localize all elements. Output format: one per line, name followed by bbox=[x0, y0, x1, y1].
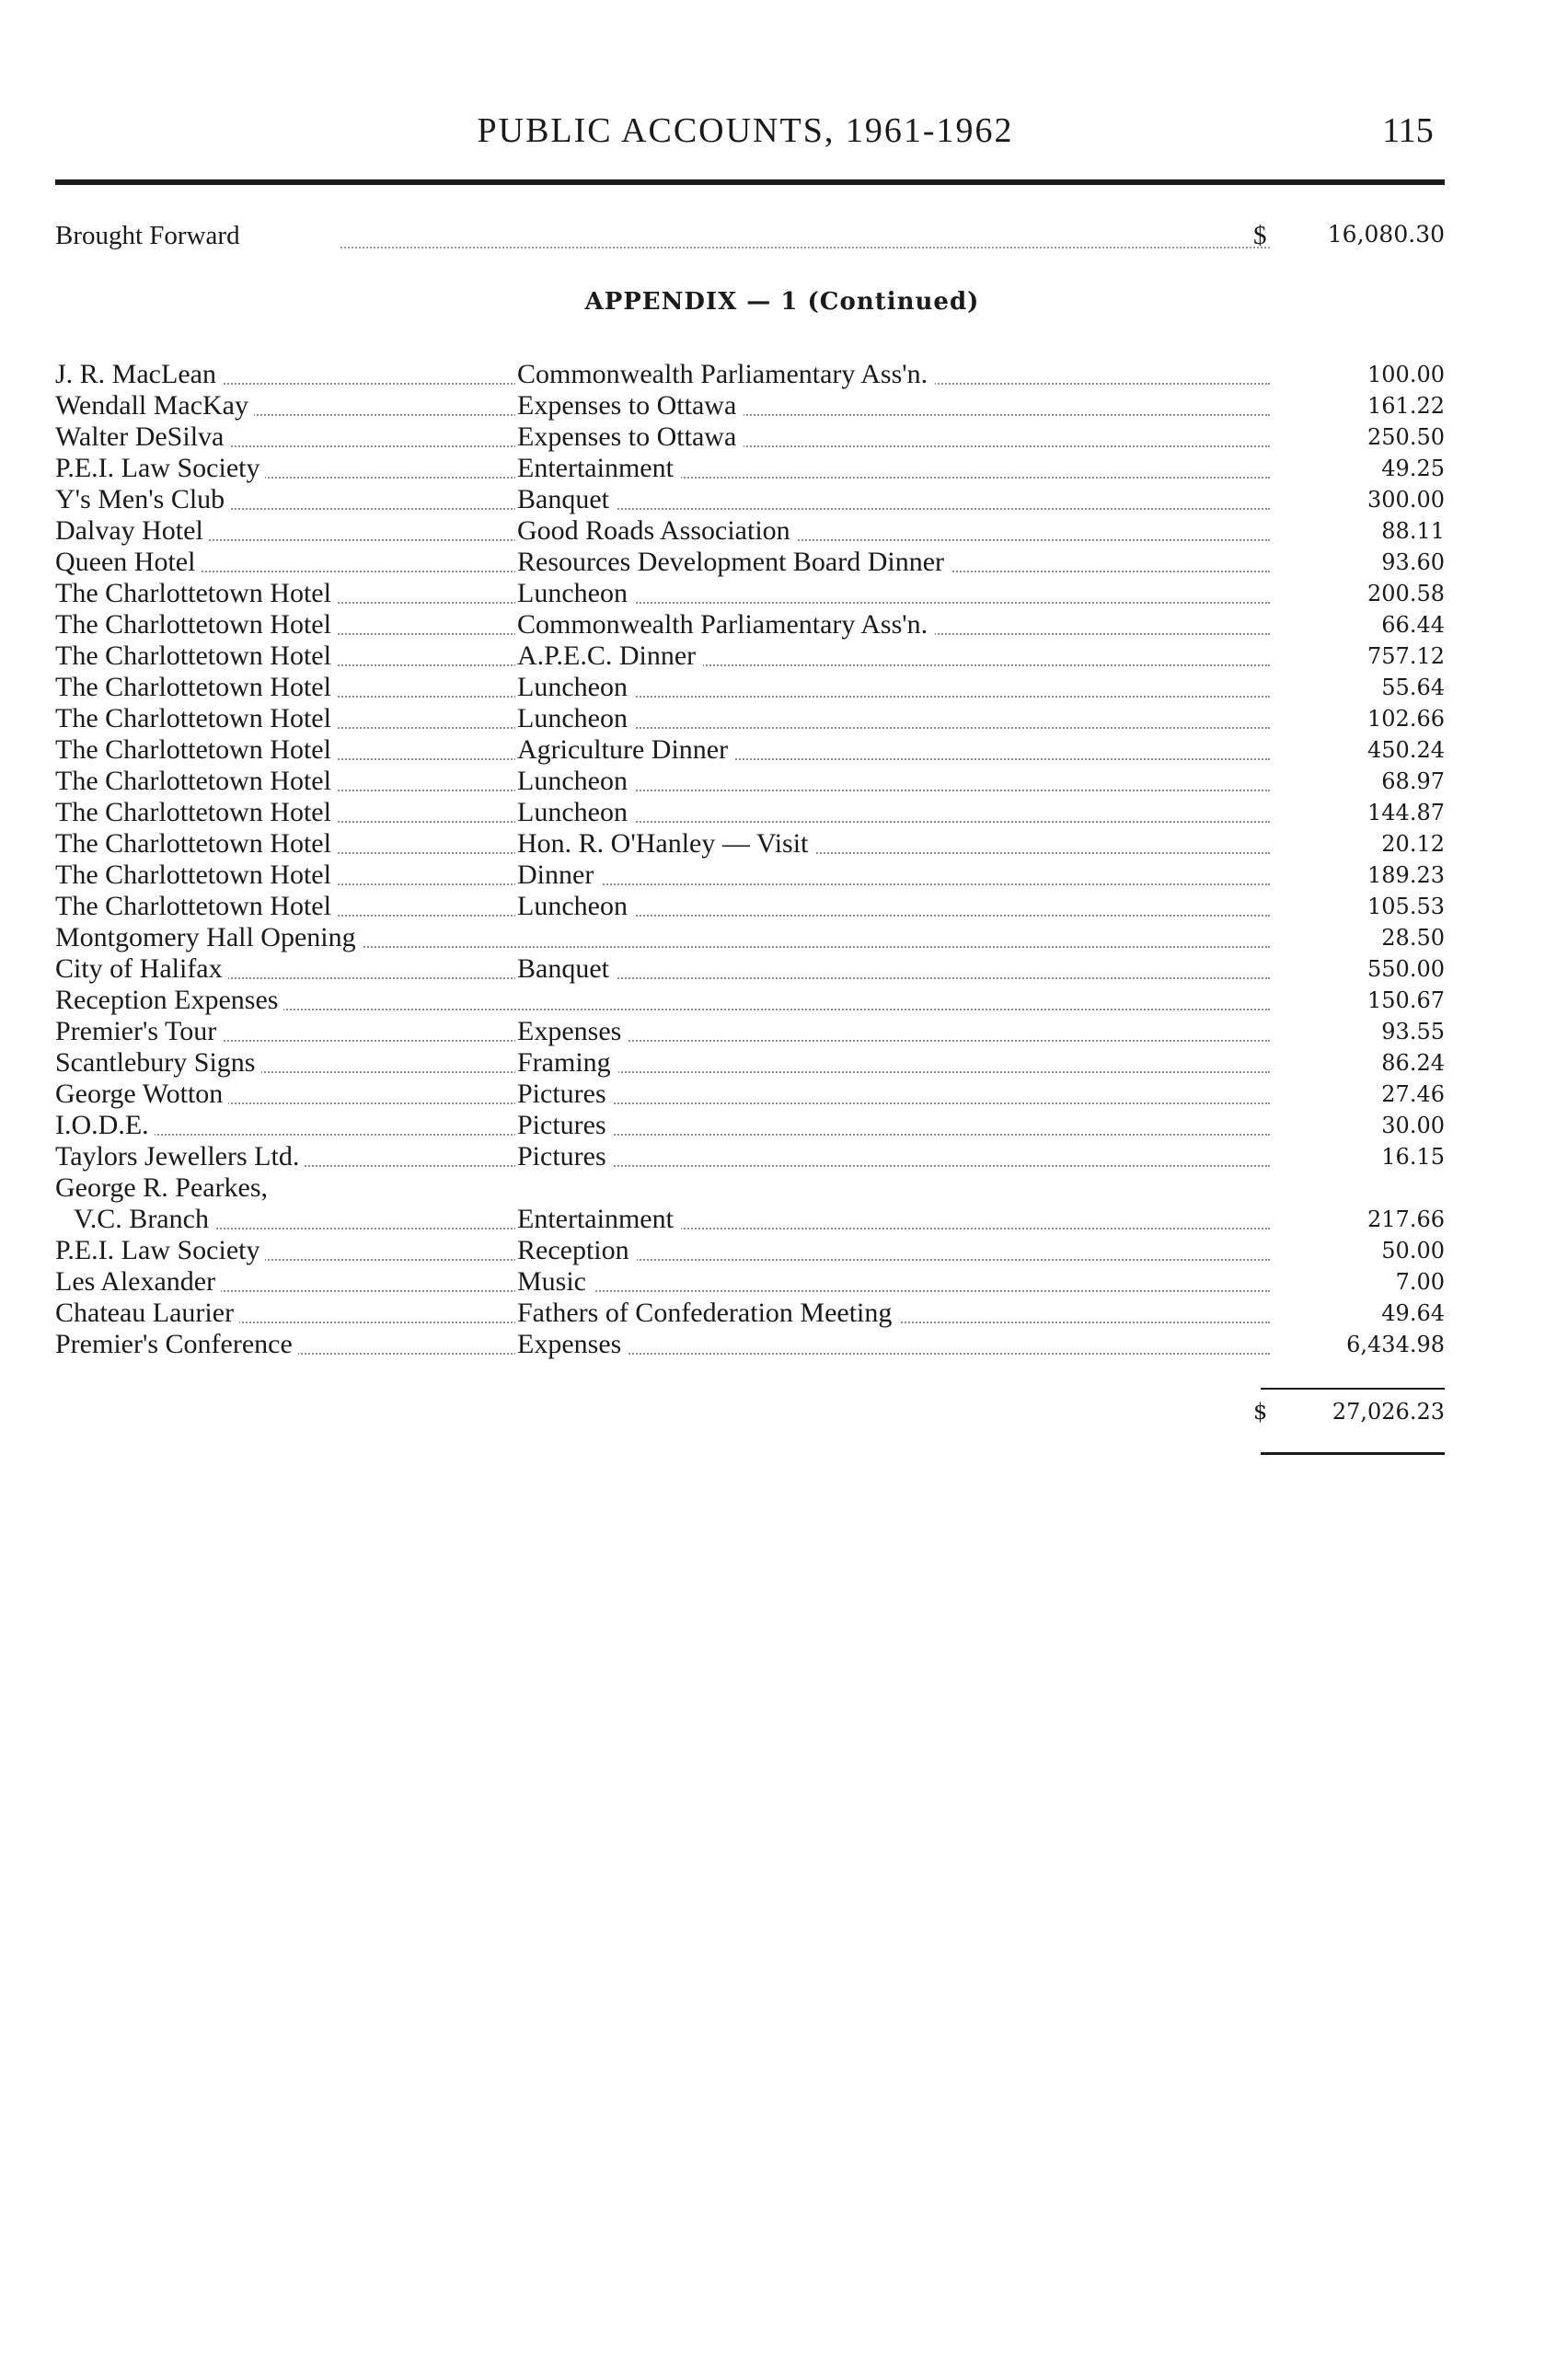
table-row bbox=[55, 1235, 1445, 1266]
entry-name: Reception Expenses bbox=[55, 985, 283, 1016]
entry-amount: 250.50 bbox=[1367, 424, 1445, 450]
table-row bbox=[55, 734, 1445, 766]
table-row bbox=[55, 390, 1445, 421]
table-row bbox=[55, 641, 1445, 672]
entry-amount: 49.25 bbox=[1381, 456, 1445, 481]
entry-description: Banquet bbox=[515, 484, 617, 515]
table-row bbox=[55, 484, 1445, 515]
entry-amount: 28.50 bbox=[1381, 925, 1445, 951]
entry-amount: 50.00 bbox=[1381, 1238, 1445, 1264]
entry-name: The Charlottetown Hotel bbox=[55, 828, 337, 860]
table-row bbox=[55, 1266, 1445, 1298]
entry-name: Wendall MacKay bbox=[55, 390, 254, 421]
table-row bbox=[55, 609, 1445, 641]
entry-name: The Charlottetown Hotel bbox=[55, 703, 337, 734]
table-row bbox=[55, 515, 1445, 547]
entry-name: V.C. Branch bbox=[74, 1204, 214, 1235]
entry-description: Dinner bbox=[515, 860, 601, 891]
entry-description: Resources Development Board Dinner bbox=[515, 547, 951, 578]
table-row bbox=[55, 953, 1445, 985]
entry-name: The Charlottetown Hotel bbox=[55, 672, 337, 703]
entry-amount: 6,434.98 bbox=[1346, 1332, 1445, 1357]
entry-amount: 200.58 bbox=[1367, 581, 1445, 606]
entry-amount: 144.87 bbox=[1367, 800, 1445, 825]
entry-description: Luncheon bbox=[515, 797, 635, 828]
table-row bbox=[55, 421, 1445, 453]
entry-description: Banquet bbox=[515, 953, 617, 985]
currency-symbol: $ bbox=[1253, 1399, 1268, 1425]
table-row bbox=[55, 922, 1445, 953]
table-row bbox=[55, 1141, 1445, 1172]
table-row bbox=[55, 985, 1445, 1016]
entry-amount: 189.23 bbox=[1367, 862, 1445, 888]
table-row bbox=[55, 1016, 1445, 1047]
entry-name: City of Halifax bbox=[55, 953, 228, 985]
entry-name: P.E.I. Law Society bbox=[55, 453, 265, 484]
entry-amount: 30.00 bbox=[1381, 1113, 1445, 1138]
entry-amount: 27.46 bbox=[1381, 1081, 1445, 1107]
entry-amount: 450.24 bbox=[1367, 737, 1445, 763]
table-row bbox=[55, 1329, 1445, 1360]
table-row bbox=[55, 1204, 1445, 1235]
table-row bbox=[55, 547, 1445, 578]
entry-amount: 68.97 bbox=[1381, 768, 1445, 794]
table-row bbox=[55, 1047, 1445, 1079]
entry-description: Entertainment bbox=[515, 453, 681, 484]
entry-description: Luncheon bbox=[515, 766, 635, 797]
entry-description: Commonwealth Parliamentary Ass'n. bbox=[515, 359, 935, 390]
entry-description: Hon. R. O'Hanley — Visit bbox=[515, 828, 815, 860]
entry-name: Les Alexander bbox=[55, 1266, 221, 1298]
entry-name: The Charlottetown Hotel bbox=[55, 766, 337, 797]
entry-description: Expenses to Ottawa bbox=[515, 421, 744, 453]
entry-name: The Charlottetown Hotel bbox=[55, 860, 337, 891]
entry-amount: 550.00 bbox=[1367, 956, 1445, 982]
entry-name: P.E.I. Law Society bbox=[55, 1235, 265, 1266]
entry-description: Luncheon bbox=[515, 578, 635, 609]
entry-name: Premier's Tour bbox=[55, 1016, 222, 1047]
entry-amount: 757.12 bbox=[1367, 643, 1445, 669]
entry-name: The Charlottetown Hotel bbox=[55, 891, 337, 922]
entry-name: Queen Hotel bbox=[55, 547, 201, 578]
entry-name: J. R. MacLean bbox=[55, 359, 222, 390]
entry-amount: 55.64 bbox=[1381, 675, 1445, 700]
entry-description: Agriculture Dinner bbox=[515, 734, 735, 766]
entry-name: The Charlottetown Hotel bbox=[55, 578, 337, 609]
entry-name: Premier's Conference bbox=[55, 1329, 298, 1360]
entry-amount: 102.66 bbox=[1367, 706, 1445, 732]
entry-amount: 100.00 bbox=[1367, 362, 1445, 387]
entry-amount: 66.44 bbox=[1381, 612, 1445, 638]
table-row bbox=[55, 1172, 1445, 1204]
entry-name: Chateau Laurier bbox=[55, 1298, 239, 1329]
entry-name: George Wotton bbox=[55, 1079, 228, 1110]
entry-name: I.O.D.E. bbox=[55, 1110, 155, 1141]
entry-amount: 161.22 bbox=[1367, 393, 1445, 419]
entry-description: Expenses to Ottawa bbox=[515, 390, 744, 421]
entry-description: Reception bbox=[515, 1235, 637, 1266]
page-title: PUBLIC ACCOUNTS, 1961-1962 bbox=[477, 111, 1014, 150]
entry-name: Taylors Jewellers Ltd. bbox=[55, 1141, 305, 1172]
table-row bbox=[55, 766, 1445, 797]
entry-amount: 217.66 bbox=[1367, 1206, 1445, 1232]
entry-description: Expenses bbox=[515, 1329, 628, 1360]
entry-description: Pictures bbox=[515, 1079, 614, 1110]
entry-name: George R. Pearkes, bbox=[55, 1172, 273, 1204]
entry-description: Music bbox=[515, 1266, 594, 1298]
table-row bbox=[55, 1110, 1445, 1141]
entry-description: Good Roads Association bbox=[515, 515, 798, 547]
currency-symbol: $ bbox=[1253, 221, 1267, 250]
table-row bbox=[55, 453, 1445, 484]
table-row bbox=[55, 672, 1445, 703]
entry-amount: 20.12 bbox=[1381, 831, 1445, 857]
page-number: 115 bbox=[1382, 111, 1434, 150]
entry-amount: 93.55 bbox=[1381, 1019, 1445, 1045]
entry-description: Expenses bbox=[515, 1016, 628, 1047]
total-row bbox=[1253, 1399, 1445, 1436]
entry-amount: 88.11 bbox=[1381, 518, 1445, 544]
entry-description: Luncheon bbox=[515, 891, 635, 922]
entry-name: Montgomery Hall Opening bbox=[55, 922, 362, 953]
table-row bbox=[55, 797, 1445, 828]
table-row bbox=[55, 1079, 1445, 1110]
entry-description: Framing bbox=[515, 1047, 618, 1079]
brought-forward-row bbox=[55, 221, 1445, 258]
table-row bbox=[55, 891, 1445, 922]
table-row bbox=[55, 703, 1445, 734]
entry-name: The Charlottetown Hotel bbox=[55, 734, 337, 766]
entry-description: Luncheon bbox=[515, 703, 635, 734]
entry-description: Pictures bbox=[515, 1110, 614, 1141]
entry-amount: 16.15 bbox=[1381, 1144, 1445, 1170]
entry-name: Y's Men's Club bbox=[55, 484, 230, 515]
entry-description: Commonwealth Parliamentary Ass'n. bbox=[515, 609, 935, 641]
entry-name: Dalvay Hotel bbox=[55, 515, 209, 547]
entry-amount: 300.00 bbox=[1367, 487, 1445, 513]
leader-dots bbox=[340, 247, 1270, 248]
brought-forward-label: Brought Forward bbox=[55, 221, 240, 250]
entry-description: A.P.E.C. Dinner bbox=[515, 641, 703, 672]
brought-forward-amount: 16,080.30 bbox=[1327, 221, 1445, 248]
total-amount: 27,026.23 bbox=[1332, 1399, 1445, 1425]
entry-amount: 150.67 bbox=[1367, 987, 1445, 1013]
appendix-heading: APPENDIX — 1 (Continued) bbox=[584, 288, 980, 316]
table-row bbox=[55, 359, 1445, 390]
entry-amount: 93.60 bbox=[1381, 549, 1445, 575]
entry-description: Entertainment bbox=[515, 1204, 681, 1235]
entry-name: Walter DeSilva bbox=[55, 421, 229, 453]
header-rule bbox=[55, 179, 1445, 185]
entry-description: Luncheon bbox=[515, 672, 635, 703]
entry-name: The Charlottetown Hotel bbox=[55, 609, 337, 641]
entry-description: Fathers of Confederation Meeting bbox=[515, 1298, 899, 1329]
table-row bbox=[55, 828, 1445, 860]
table-row bbox=[55, 1298, 1445, 1329]
entry-name: Scantlebury Signs bbox=[55, 1047, 261, 1079]
total-rule-bottom bbox=[1261, 1452, 1445, 1455]
entry-amount: 7.00 bbox=[1395, 1269, 1445, 1295]
entry-amount: 49.64 bbox=[1381, 1300, 1445, 1326]
total-rule bbox=[1261, 1388, 1445, 1390]
entries-table bbox=[55, 359, 1445, 1360]
table-row bbox=[55, 578, 1445, 609]
entry-name: The Charlottetown Hotel bbox=[55, 797, 337, 828]
entry-description: Pictures bbox=[515, 1141, 614, 1172]
entry-name: The Charlottetown Hotel bbox=[55, 641, 337, 672]
entry-amount: 86.24 bbox=[1381, 1050, 1445, 1076]
entry-amount: 105.53 bbox=[1367, 894, 1445, 919]
table-row bbox=[55, 860, 1445, 891]
